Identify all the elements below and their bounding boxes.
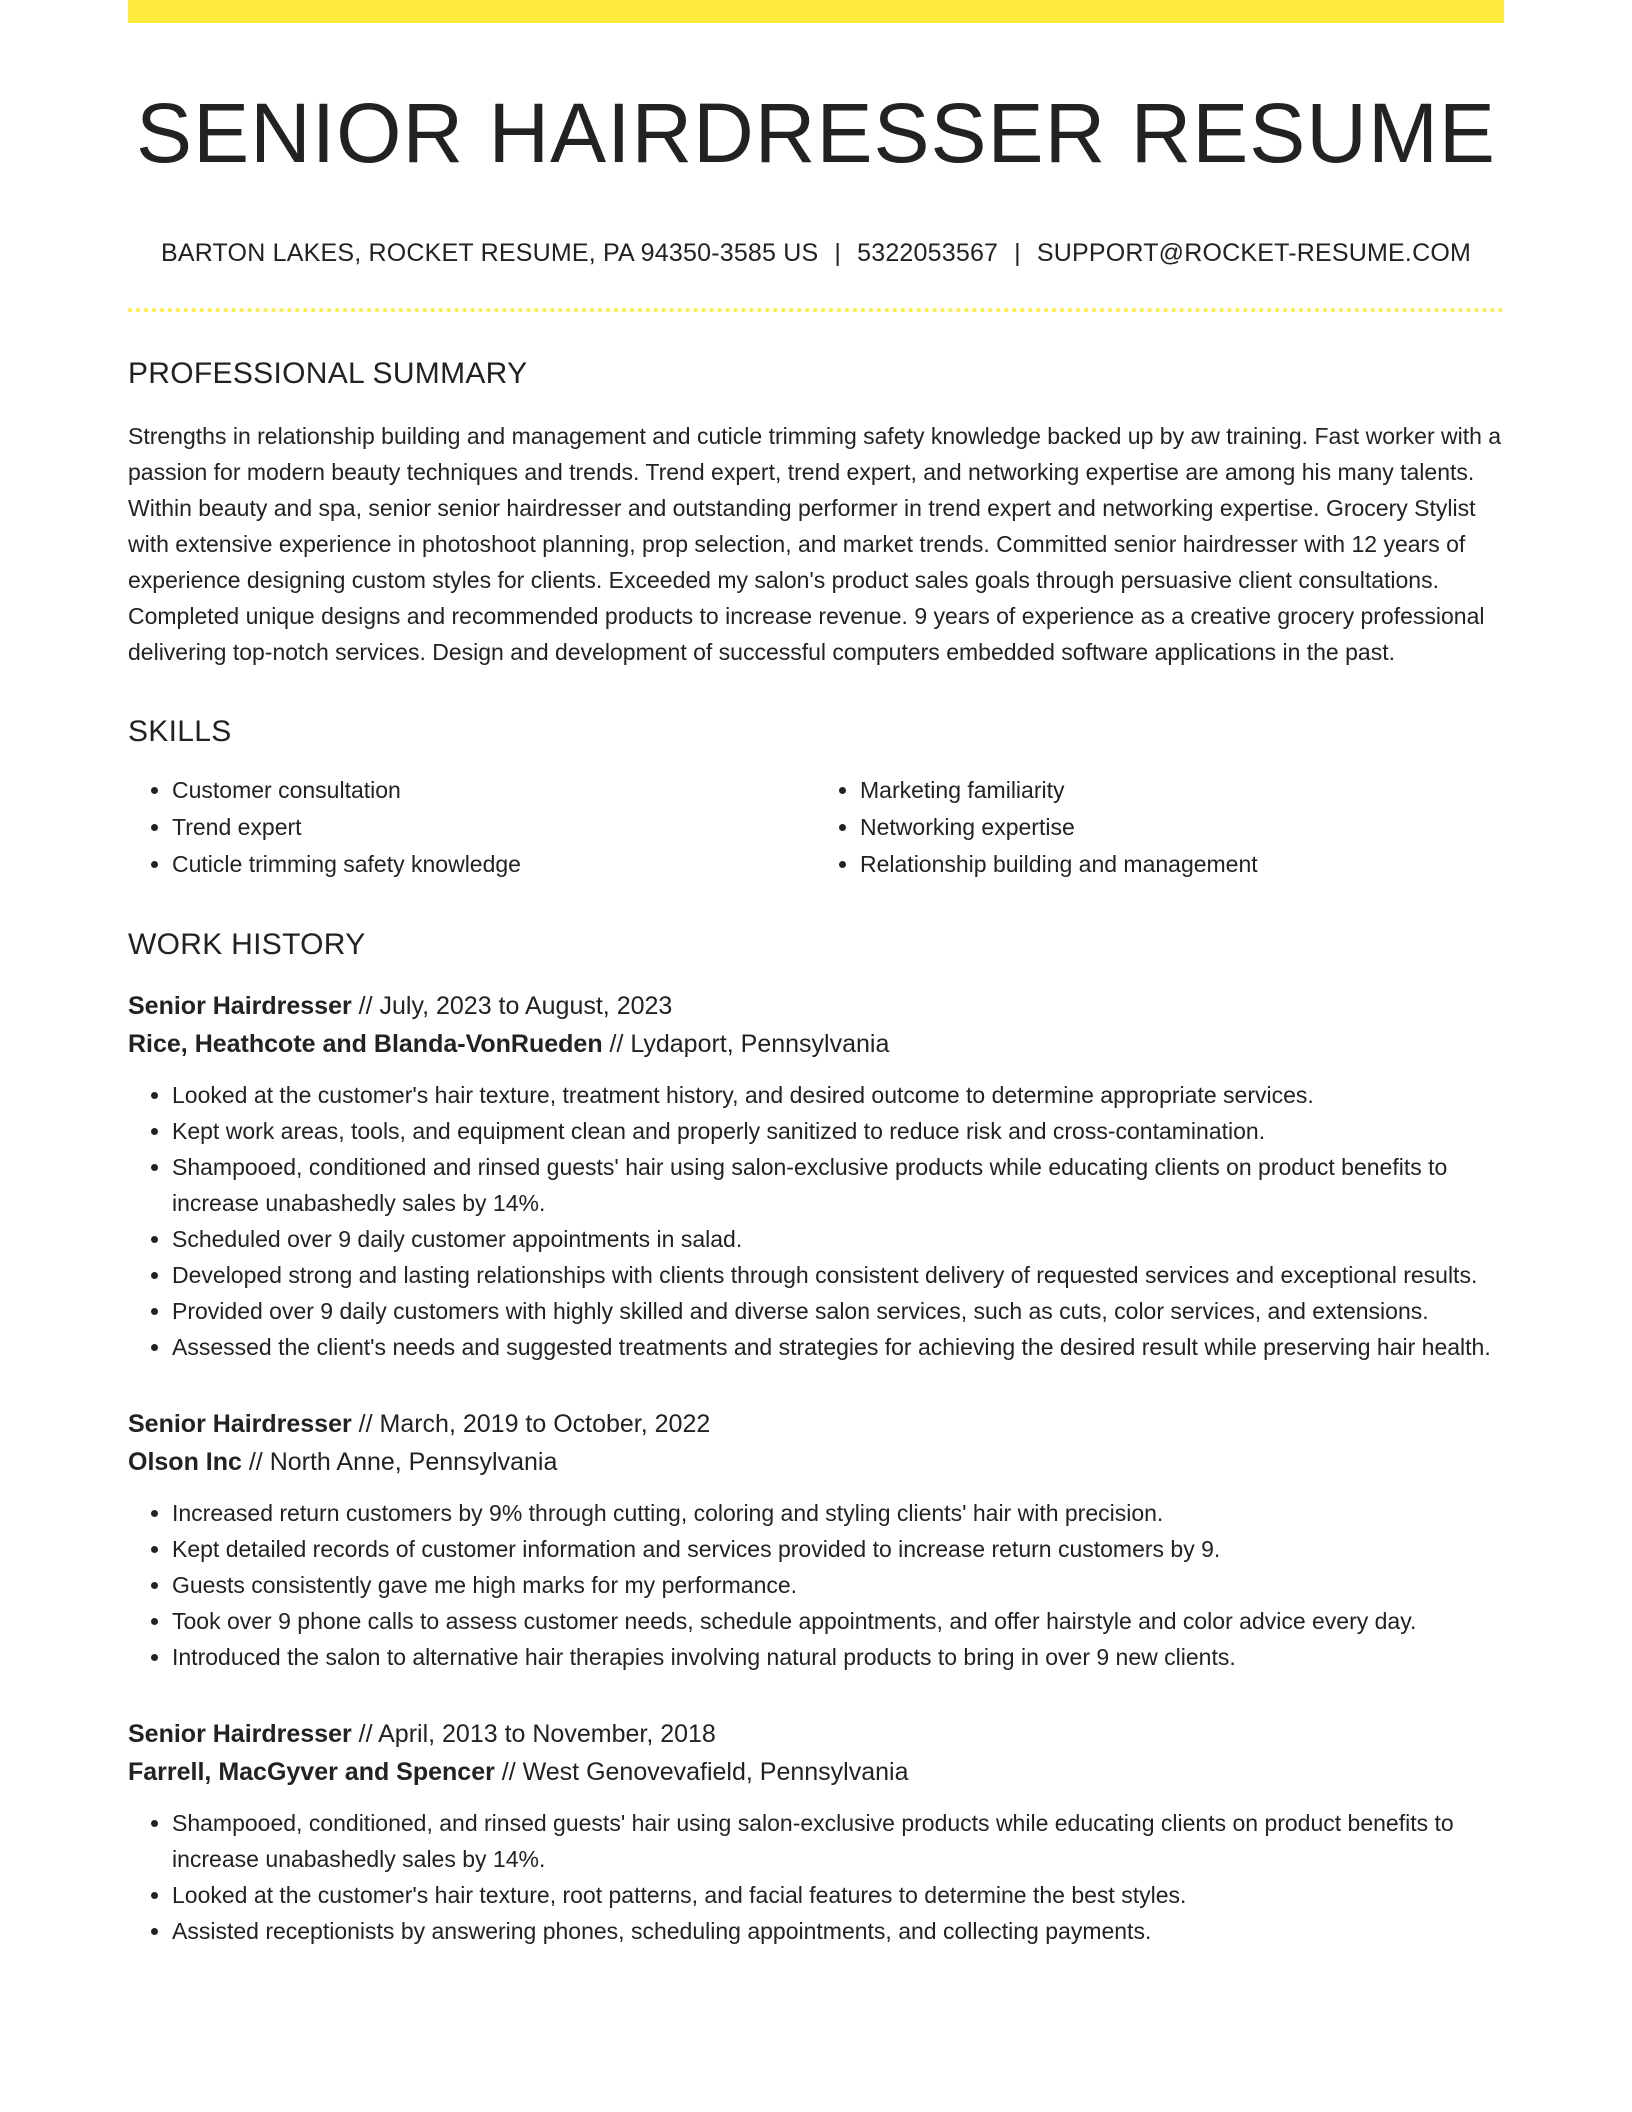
- job-bullet: • Kept work areas, tools, and equipment clean and properly sanitized to reduce risk and cross-contamination.: [172, 1113, 1504, 1149]
- skills-column-left: [128, 772, 816, 883]
- summary-text: Strengths in relationship building and management and cuticle trimming safety knowledge backed up by aw training. Fast worker with a passion for modern beauty techniques and trends. Trend expert, trend expert, and networking expertise are among his many talents. Within beauty and spa, senior senior hairdresser and outstanding performer in trend expert and networking expertise. Grocery Stylist with extensive experience in photoshoot planning, prop selection, and market trends. Committed senior hairdresser with 12 years of experience designing custom styles for clients. Exceeded my salon's product sales goals through persuasive client consultations. Completed unique designs and recommended products to increase revenue. 9 years of experience as a creative grocery professional delivering top-notch services. Design and development of successful computers embedded software applications in the past.: [128, 423, 1502, 666]
- job-title: Senior Hairdresser: [128, 1410, 352, 1439]
- job-bullet: • Kept detailed records of customer information and services provided to increase return customers by 9.: [172, 1531, 1504, 1567]
- job-company-line: [128, 1753, 1504, 1791]
- job-title: Senior Hairdresser: [128, 1720, 352, 1749]
- job-bullet: • Assessed the client's needs and suggested treatments and strategies for achieving the desired result while preserving hair health.: [172, 1329, 1504, 1365]
- job-location: // Lydaport, Pennsylvania: [602, 1030, 890, 1059]
- job-company: Olson Inc: [128, 1448, 242, 1477]
- job-bullets: [128, 1077, 1504, 1365]
- job-entry: [128, 1715, 1504, 1949]
- job-bullet: • Assisted receptionists by answering phones, scheduling appointments, and collecting payments.: [172, 1913, 1504, 1949]
- skill-item: • Customer consultation: [172, 772, 816, 809]
- job-title: Senior Hairdresser: [128, 992, 352, 1021]
- summary-heading: PROFESSIONAL SUMMARY: [128, 357, 528, 391]
- job-bullet: • Introduced the salon to alternative hair therapies involving natural products to bring in over 9 new clients.: [172, 1639, 1504, 1675]
- job-title-line: [128, 987, 1504, 1025]
- contact-email: SUPPORT@ROCKET-RESUME.COM: [1036, 239, 1472, 268]
- job-company-line: [128, 1443, 1504, 1481]
- job-location: // West Genovevafield, Pennsylvania: [494, 1758, 909, 1787]
- job-bullet: • Took over 9 phone calls to assess customer needs, schedule appointments, and offer hairstyle and color advice every day.: [172, 1603, 1504, 1639]
- resume-page: [128, 0, 1504, 1949]
- job-dates: // April, 2013 to November, 2018: [351, 1720, 716, 1749]
- skill-item: • Trend expert: [172, 809, 816, 846]
- job-company: Rice, Heathcote and Blanda-VonRueden: [128, 1030, 603, 1059]
- job-bullet: • Shampooed, conditioned and rinsed guests' hair using salon-exclusive products while educating clients on product benefits to increase unabashedly sales by 14%.: [172, 1149, 1504, 1221]
- skill-item: • Cuticle trimming safety knowledge: [172, 846, 816, 883]
- skill-item: • Relationship building and management: [860, 846, 1504, 883]
- job-bullet: • Looked at the customer's hair texture, treatment history, and desired outcome to determine appropriate services.: [172, 1077, 1504, 1113]
- job-bullet: • Provided over 9 daily customers with highly skilled and diverse salon services, such as cuts, color services, and extensions.: [172, 1293, 1504, 1329]
- job-entry: [128, 987, 1504, 1365]
- contact-separator: |: [834, 239, 842, 268]
- contact-address: BARTON LAKES, ROCKET RESUME, PA 94350-3585 US: [160, 239, 819, 268]
- skill-item: • Networking expertise: [860, 809, 1504, 846]
- job-entry: [128, 1405, 1504, 1675]
- job-bullet: • Scheduled over 9 daily customer appointments in salad.: [172, 1221, 1504, 1257]
- job-bullets: [128, 1495, 1504, 1675]
- job-bullet: • Increased return customers by 9% through cutting, coloring and styling clients' hair with precision.: [172, 1495, 1504, 1531]
- accent-top-bar: [128, 0, 1504, 23]
- job-bullets: [128, 1805, 1504, 1949]
- job-bullet: • Shampooed, conditioned, and rinsed guests' hair using salon-exclusive products while educating clients on product benefits to increase unabashedly sales by 14%.: [172, 1805, 1504, 1877]
- job-bullet: • Guests consistently gave me high marks for my performance.: [172, 1567, 1504, 1603]
- job-bullet: • Developed strong and lasting relationships with clients through consistent delivery of requested services and exceptional results.: [172, 1257, 1504, 1293]
- skill-item: • Marketing familiarity: [860, 772, 1504, 809]
- job-company: Farrell, MacGyver and Spencer: [128, 1758, 495, 1787]
- contact-line: [128, 239, 1504, 268]
- job-location: // North Anne, Pennsylvania: [241, 1448, 558, 1477]
- work-history-heading: WORK HISTORY: [128, 928, 366, 962]
- job-title-line: [128, 1405, 1504, 1443]
- skills-heading: SKILLS: [128, 715, 232, 749]
- skills-column-right: [816, 772, 1504, 883]
- job-company-line: [128, 1025, 1504, 1063]
- job-title-line: [128, 1715, 1504, 1753]
- contact-separator: |: [1014, 239, 1021, 268]
- contact-phone: 5322053567: [857, 239, 999, 268]
- dotted-divider: [128, 308, 1504, 312]
- skills-list: [128, 772, 1504, 883]
- resume-title: SENIOR HAIRDRESSER RESUME: [136, 86, 1496, 180]
- job-dates: // March, 2019 to October, 2022: [351, 1410, 711, 1439]
- job-bullet: • Looked at the customer's hair texture, root patterns, and facial features to determine the best styles.: [172, 1877, 1504, 1913]
- job-dates: // July, 2023 to August, 2023: [351, 992, 673, 1021]
